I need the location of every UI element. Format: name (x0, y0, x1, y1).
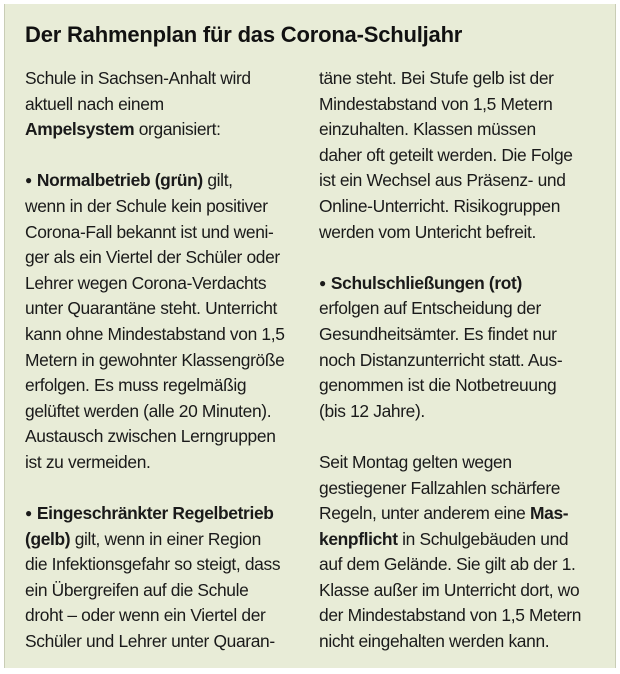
mask-line: Regeln, unter anderem eine Mas- (319, 503, 569, 524)
restricted-cont-line: einzuhalten. Klassen müssen (319, 119, 536, 140)
restricted-cont-line: täne steht. Bei Stufe gelb ist der (319, 68, 554, 88)
mask-line: kenpflicht in Schulgebäuden und (319, 528, 569, 549)
closure-line: genommen ist die Notbetreuung (319, 375, 557, 396)
restricted-line: droht – oder wenn ein Viertel der (25, 605, 266, 626)
normal-heading-line: ● Normalbetrieb (grün) gilt, (25, 170, 233, 191)
intro-rest: organisiert: (134, 119, 221, 140)
box-title: Der Rahmenplan für das Corona-Schuljahr (25, 22, 463, 47)
closure-line: Gesundheitsämter. Es findet nur (319, 323, 557, 344)
normal-line: Austausch zwischen Lerngruppen (25, 426, 276, 447)
restricted-cont-line: ist ein Wechsel aus Präsenz- und (319, 170, 566, 191)
closure-line: noch Distanzunterricht statt. Aus- (319, 349, 563, 370)
bullet-icon: ● (25, 506, 32, 521)
restricted-line: Schüler und Lehrer unter Quaran- (25, 631, 275, 652)
bullet-icon: ● (319, 275, 326, 290)
restricted-cont-line: Mindestabstand von 1,5 Metern (319, 93, 553, 114)
normal-line: Lehrer wegen Corona-Verdachts (25, 272, 267, 293)
normal-line: kann ohne Mindestabstand von 1,5 (25, 323, 285, 344)
bullet-icon: ● (25, 173, 32, 188)
left-column (25, 66, 311, 655)
mask-line: Klasse außer im Unterricht dort, wo (319, 579, 580, 600)
normal-line: erfolgen. Es muss regelmäßig (25, 375, 247, 396)
restricted-heading-cont: (gelb) (25, 528, 71, 549)
normal-line: ist zu vermeiden. (25, 451, 151, 472)
closure-line: (bis 12 Jahre). (319, 400, 425, 421)
normal-line: ger als ein Viertel der Schüler oder (25, 247, 280, 268)
closure-heading: Schulschließungen (rot) (330, 272, 522, 293)
normal-line: wenn in der Schule kein positiver (25, 195, 268, 216)
closure-heading-line (319, 271, 597, 297)
restricted-line: ein Übergreifen auf die Schule (25, 579, 249, 600)
normal-line: gelüftet werden (alle 20 Minuten). (25, 400, 272, 421)
restricted-heading: Eingeschränkter Regelbetrieb (36, 503, 274, 524)
restricted-cont-line: daher oft geteilt werden. Die Folge (319, 144, 573, 165)
intro-line (25, 117, 311, 143)
closure-line: erfolgen auf Entscheidung der (319, 298, 541, 319)
normal-line: unter Quarantäne steht. Unterricht (25, 298, 277, 319)
normal-line: Corona-Fall bekannt ist und weni- (25, 221, 274, 242)
restricted-cont-line: werden vom Untericht befreit. (319, 221, 536, 242)
mask-line: gestiegener Fallzahlen schärfere (319, 477, 561, 498)
mask-line: auf dem Gelände. Sie gilt ab der 1. (319, 554, 576, 575)
right-column (319, 66, 597, 655)
info-box (4, 4, 616, 668)
mask-line: nicht eingehalten werden kann. (319, 631, 550, 652)
restricted-cont-line: Online-Unterricht. Risikogruppen (319, 195, 561, 216)
restricted-line: (gelb) gilt, wenn in einer Region (25, 528, 261, 549)
maskenpflicht-term-cont: kenpflicht (319, 528, 398, 549)
mask-line: der Mindestabstand von 1,5 Metern (319, 605, 582, 626)
intro-line: aktuell nach einem (25, 93, 164, 114)
restricted-heading-line (25, 501, 311, 527)
mask-line: Seit Montag gelten wegen (319, 451, 512, 472)
normal-line: Metern in gewohnter Klassengröße (25, 349, 285, 370)
normal-heading: Normalbetrieb (grün) (36, 170, 203, 191)
intro-line: Schule in Sachsen-Anhalt wird (25, 68, 251, 88)
ampelsystem-term: Ampelsystem (25, 119, 135, 140)
maskenpflicht-term: Mas- (529, 503, 569, 524)
restricted-line: die Infektionsgefahr so steigt, dass (25, 554, 281, 575)
